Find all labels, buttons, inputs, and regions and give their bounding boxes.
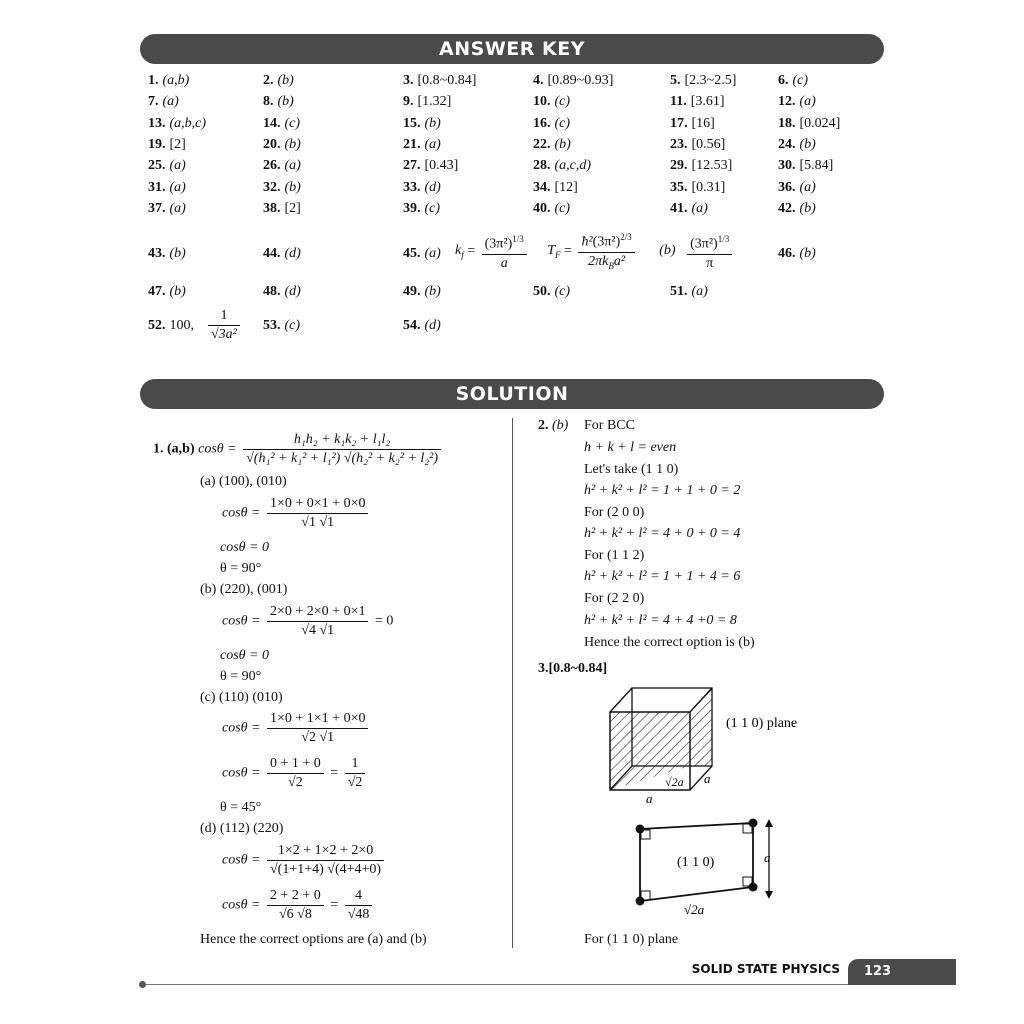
solution-1-main: 1. (a,b) cosθ = $\frac{\text{h₁h₂ + k₁k₂ + l₁l₂}}{\text{√(h₁² + k₁² + l₁²) √(h₂² + k₂² + l₂²)}}$	[153, 432, 444, 467]
solution-2-line: h² + k² + l² = 1 + 1 + 4 = 6	[584, 569, 741, 584]
solution-2-line: For (2 0 0)	[584, 505, 645, 520]
plane-label: (1 1 0) plane	[726, 716, 798, 731]
answer-item: 39. (c)	[403, 201, 441, 216]
rectangle-side-label: a	[764, 850, 771, 865]
answer-item: 24. (b)	[778, 137, 816, 152]
solution-1-conclusion: Hence the correct options are (a) and (b)	[200, 932, 427, 947]
answer-item: 36. (a)	[778, 180, 816, 195]
answer-item: 5. [2.3~2.5]	[670, 73, 737, 88]
answer-item: 40. (c)	[533, 201, 571, 216]
answer-item: 26. (a)	[263, 158, 301, 173]
answer-item: 22. (b)	[533, 137, 571, 152]
cube-diagonal-label: √2a	[665, 775, 684, 789]
answer-item: 14. (c)	[263, 116, 301, 131]
part-b-heading: (b) (220), (001)	[200, 582, 288, 597]
cube-side-label: a	[704, 771, 711, 786]
answer-item: 43. (b)	[148, 246, 186, 261]
rectangle-plane-label: (1 1 0)	[677, 855, 715, 870]
answer-item: 33. (d)	[403, 180, 441, 195]
part-c-equation: cosθ = $\frac{1\times 0 + 1\times 1 + 0\times 0}{√2 √1}$	[222, 711, 371, 746]
answer-item: 12. (a)	[778, 94, 816, 109]
rectangle-110-plane-diagram	[626, 815, 786, 920]
answer-item: 23. [0.56]	[670, 137, 726, 152]
solution-2-line: Let's take (1 1 0)	[584, 462, 679, 477]
part-b-result-1: cosθ = 0	[220, 648, 269, 663]
answer-item: 50. (c)	[533, 284, 571, 299]
solution-2-line: For (1 1 2)	[584, 548, 645, 563]
answer-item: 52. 100,	[148, 318, 194, 333]
answer-item: 2. (b)	[263, 73, 294, 88]
solution-2-line: h² + k² + l² = 1 + 1 + 0 = 2	[584, 483, 741, 498]
footer-bullet	[139, 981, 146, 988]
part-c-result: θ = 45°	[220, 800, 262, 815]
answer-item: 10. (c)	[533, 94, 571, 109]
rectangle-bottom-label: √2a	[684, 902, 705, 917]
part-a-heading: (a) (100), (010)	[200, 474, 287, 489]
answer-item: 25. (a)	[148, 158, 186, 173]
solution-2-line: For (2 2 0)	[584, 591, 645, 606]
part-a-result-2: θ = 90°	[220, 561, 262, 576]
solution-2-line: h² + k² + l² = 4 + 0 + 0 = 4	[584, 526, 741, 541]
answer-item: 29. [12.53]	[670, 158, 733, 173]
part-d-equation: cosθ = $\frac{1\times 2 + 1\times 2 + 2\times 0}{√(1+1+4) √(4+4+0)}$	[222, 843, 387, 878]
answer-item: 35. [0.31]	[670, 180, 726, 195]
solution-2-line: For BCC	[584, 418, 635, 433]
answer-item: 11. [3.61]	[670, 94, 725, 109]
fraction-3pi2-over-pi: $\frac{(3\pi^2)^{1/3}}{\pi}$	[687, 231, 732, 272]
page-number: 123	[848, 959, 956, 985]
answer-item: 49. (b)	[403, 284, 441, 299]
part-b-equation: cosθ = $\frac{2\times 0 + 2\times 0 + 0\times 1}{√4 √1}$ = 0	[222, 604, 394, 638]
answer-item: 9. [1.32]	[403, 94, 452, 109]
answer-item: 38. [2]	[263, 201, 301, 216]
answer-item: 54. (d)	[403, 318, 441, 333]
answer-item: 20. (b)	[263, 137, 301, 152]
answer-item: 28. (a,c,d)	[533, 158, 592, 173]
solution-2-line: h + k + l = even	[584, 440, 677, 455]
answer-45-part-b: (b)	[659, 243, 676, 259]
part-b-result-2: θ = 90°	[220, 669, 262, 684]
answer-item: 1. (a,b)	[148, 73, 190, 88]
answer-item: 44. (d)	[263, 246, 301, 261]
column-divider	[512, 418, 513, 948]
answer-item: 27. [0.43]	[403, 158, 459, 173]
answer-item: 37. (a)	[148, 201, 186, 216]
tf-symbol: $T_F$	[547, 243, 561, 261]
solution-header: SOLUTION	[140, 379, 884, 409]
part-a-result-1: cosθ = 0	[220, 540, 269, 555]
answer-item: 21. (a)	[403, 137, 441, 152]
cube-110-plane-diagram	[600, 682, 820, 808]
footer-rule	[143, 984, 948, 985]
footer-section-title: SOLID STATE PHYSICS	[691, 962, 840, 976]
solution-2-label: 2. (b)	[538, 418, 569, 433]
answer-item: 30. [5.84]	[778, 158, 834, 173]
answer-item: 32. (b)	[263, 180, 301, 195]
kf-fraction: $\frac{(3\pi^2)^{1/3}}{a}$	[482, 231, 527, 272]
answer-item: 13. (a,b,c)	[148, 116, 207, 131]
answer-item: 3. [0.8~0.84]	[403, 73, 477, 88]
answer-item: 19. [2]	[148, 137, 186, 152]
answer-item: 48. (d)	[263, 284, 301, 299]
answer-item: 34. [12]	[533, 180, 578, 195]
answer-item: 17. [16]	[670, 116, 715, 131]
answer-item: 41. (a)	[670, 201, 708, 216]
answer-item: 8. (b)	[263, 94, 294, 109]
solution-2-line: Hence the correct option is (b)	[584, 635, 755, 650]
answer-item: 15. (b)	[403, 116, 441, 131]
part-c-heading: (c) (110) (010)	[200, 690, 283, 705]
solution-2-line: h² + k² + l² = 4 + 4 +0 = 8	[584, 613, 737, 628]
answer-item: 18. [0.024]	[778, 116, 841, 131]
cube-bottom-label: a	[646, 791, 653, 806]
kf-symbol: $k_f$	[455, 243, 464, 261]
answer-key-header: ANSWER KEY	[140, 34, 884, 64]
answer-item: 4. [0.89~0.93]	[533, 73, 614, 88]
solution-3-caption: For (1 1 0) plane	[584, 932, 679, 947]
answer-item: 16. (c)	[533, 116, 571, 131]
answer-45-formulas: $k_f$ = $\frac{(3\pi^2)^{1/3}}{a}$ $T_F$ = $\frac{ħ^2(3\pi^2)^{2/3}}{2\pi k_Ba^2}$ (b) $\frac{(3\pi^2)^{1/3}}{\pi}$	[428, 229, 735, 273]
answer-item: 53. (c)	[263, 318, 301, 333]
tf-fraction: $\frac{ħ^2(3\pi^2)^{2/3}}{2\pi k_Ba^2}$	[578, 229, 634, 273]
part-a-equation: cosθ = $\frac{1\times 0 + 0\times 1 + 0\times 0}{√1 √1}$	[222, 496, 371, 531]
part-d-heading: (d) (112) (220)	[200, 821, 284, 836]
part-c-equation-2: cosθ = $\frac{0 + 1 + 0}{√2}$ = $\frac{1}{√2}$	[222, 756, 368, 791]
answer-item: 6. (c)	[778, 73, 809, 88]
answer-52-fraction: $\frac{1}{\text{√3a²}}$	[205, 308, 243, 343]
part-d-equation-2: cosθ = $\frac{2 + 2 + 0}{√6 √8}$ = $\frac{4}{√48}$	[222, 888, 375, 923]
answer-item: 47. (b)	[148, 284, 186, 299]
answer-item: 46. (b)	[778, 246, 816, 261]
answer-item: 51. (a)	[670, 284, 708, 299]
solution-3-label: 3.[0.8~0.84]	[538, 661, 608, 676]
answer-item: 31. (a)	[148, 180, 186, 195]
answer-item: 45. (a)	[403, 246, 441, 261]
answer-item: 7. (a)	[148, 94, 179, 109]
answer-item: 42. (b)	[778, 201, 816, 216]
